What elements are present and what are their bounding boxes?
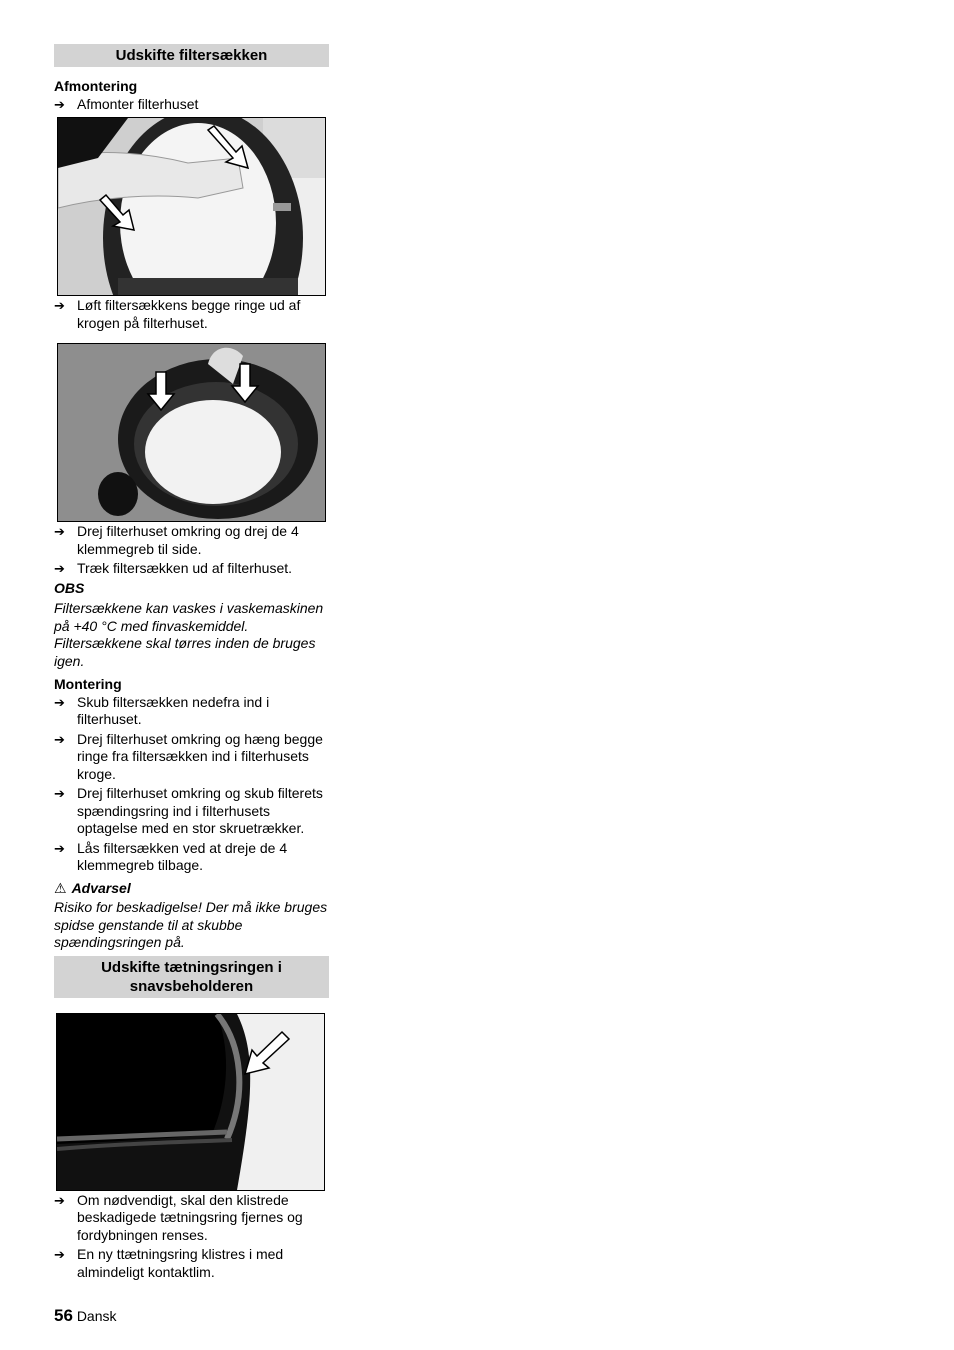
photo-dirt-container-seal <box>56 1013 325 1191</box>
arrow-right-icon: ➔ <box>54 561 65 576</box>
warning-heading <box>54 880 329 898</box>
step-item <box>54 731 329 784</box>
footer-language: Dansk <box>76 1308 117 1324</box>
step-text: En ny ttætningsring klistres i med almindeligt kontaktlim. <box>77 1246 284 1280</box>
arrow-right-icon: ➔ <box>54 731 65 747</box>
step-text: Drej filterhuset omkring og drej de 4 klemmegreb til side. <box>77 523 299 557</box>
step-item <box>54 840 329 875</box>
note-title: OBS <box>54 579 85 596</box>
arrow-right-icon: ➔ <box>54 840 65 856</box>
step-text: Drej filterhuset omkring og skub filterets spændingsring ind i filterhusets optagelse med en stor skruetrækker. <box>77 785 323 836</box>
arrow-right-icon: ➔ <box>54 1192 65 1208</box>
warning-triangle-icon: ⚠ <box>54 879 67 896</box>
section-heading-filter-bag: Udskifte filtersækken <box>54 44 329 67</box>
main-column <box>54 44 329 1281</box>
step-item <box>54 1246 329 1281</box>
step-text: Løft filtersækkens begge ringe ud af krogen på filterhuset. <box>77 297 301 331</box>
subheading-montering: Montering <box>54 676 122 692</box>
arrow-right-icon: ➔ <box>54 298 65 313</box>
step-text: Skub filtersækken nedefra ind i filterhuset. <box>77 693 270 727</box>
photo-filter-housing-hand <box>57 117 326 296</box>
step-text: Om nødvendigt, skal den klistrede beskadigede tætningsring fjernes og fordybningen renses. <box>77 1191 303 1243</box>
step-item <box>54 96 329 114</box>
section-heading-seal-ring: Udskifte tætningsringen i snavsbeholderen <box>54 956 329 998</box>
step-item <box>54 1192 329 1245</box>
step-item <box>54 297 329 332</box>
warning-title: Advarsel <box>71 879 131 896</box>
page-number: 56 <box>54 1306 73 1325</box>
step-text: Lås filtersækken ved at dreje de 4 klemmegreb tilbage. <box>77 839 288 873</box>
note-text: Filtersækkene kan vaskes i vaskemaskinen på +40 °C med finvaskemiddel. Filtersækkene skal tørres inden de bruges igen. <box>54 600 324 669</box>
step-item <box>54 523 329 558</box>
step-text: Drej filterhuset omkring og hæng begge ringe fra filtersækken ind i filterhusets kroge. <box>77 730 323 782</box>
step-item <box>54 560 329 578</box>
warning-text: Risiko for beskadigelse! Der må ikke bruges spidse genstande til at skubbe spændingsringen på. <box>54 899 328 950</box>
arrow-right-icon: ➔ <box>54 786 65 801</box>
step-text: Afmonter filterhuset <box>77 95 199 112</box>
page-footer <box>54 1307 117 1326</box>
arrow-right-icon: ➔ <box>54 1247 65 1262</box>
step-item <box>54 785 329 838</box>
arrow-right-icon: ➔ <box>54 524 65 539</box>
step-item <box>54 694 329 729</box>
arrow-right-icon: ➔ <box>54 694 65 710</box>
step-text: Træk filtersækken ud af filterhuset. <box>77 560 293 576</box>
photo-filter-bag-rings <box>57 343 326 522</box>
subheading-afmontering: Afmontering <box>54 78 138 94</box>
arrow-right-icon: ➔ <box>54 96 65 112</box>
